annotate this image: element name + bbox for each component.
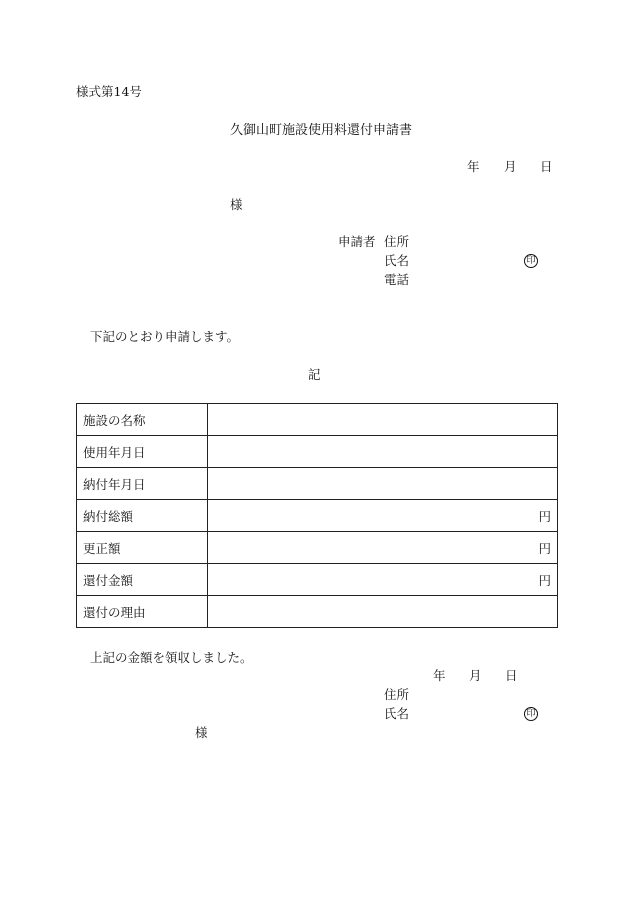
applicant-label: 申請者 [338, 234, 376, 249]
intro-text: 下記のとおり申請します。 [90, 329, 240, 344]
table-row [77, 564, 558, 596]
seal-mark-icon: 印 [524, 254, 538, 268]
row-label: 還付の理由 [77, 596, 208, 628]
receipt-seal-mark-icon: 印 [524, 707, 538, 721]
table-row [77, 468, 558, 500]
row-label: 施設の名称 [77, 404, 208, 436]
row-value [208, 596, 558, 628]
date-day-label: 日 [540, 159, 553, 174]
row-label: 納付年月日 [77, 468, 208, 500]
receipt-address-label: 住所 [384, 687, 410, 702]
receipt-addressee-suffix: 様 [195, 725, 208, 740]
applicant-name-label: 氏名 [384, 253, 410, 268]
refund-detail-table [76, 403, 558, 628]
row-label: 使用年月日 [77, 436, 208, 468]
date-month-label: 月 [504, 159, 517, 174]
row-value: 円 [208, 500, 558, 532]
table-row [77, 500, 558, 532]
form-number: 様式第14号 [76, 84, 142, 99]
table-row [77, 436, 558, 468]
row-value [208, 468, 558, 500]
row-value [208, 404, 558, 436]
row-label: 更正額 [77, 532, 208, 564]
receipt-name-label: 氏名 [384, 706, 410, 721]
receipt-day-label: 日 [505, 668, 518, 683]
receipt-month-label: 月 [469, 668, 482, 683]
table-row [77, 532, 558, 564]
document-title: 久御山町施設使用料還付申請書 [230, 123, 413, 138]
table-row [77, 596, 558, 628]
row-value: 円 [208, 532, 558, 564]
row-label: 還付金額 [77, 564, 208, 596]
date-year-label: 年 [467, 159, 480, 174]
receipt-year-label: 年 [433, 668, 446, 683]
receipt-text: 上記の金額を領収しました。 [90, 650, 253, 665]
ki-heading: 記 [308, 367, 321, 382]
applicant-phone-label: 電話 [384, 272, 410, 287]
row-value [208, 436, 558, 468]
row-label: 納付総額 [77, 500, 208, 532]
applicant-address-label: 住所 [384, 234, 410, 249]
addressee-suffix: 様 [230, 197, 243, 212]
row-value: 円 [208, 564, 558, 596]
table-row [77, 404, 558, 436]
